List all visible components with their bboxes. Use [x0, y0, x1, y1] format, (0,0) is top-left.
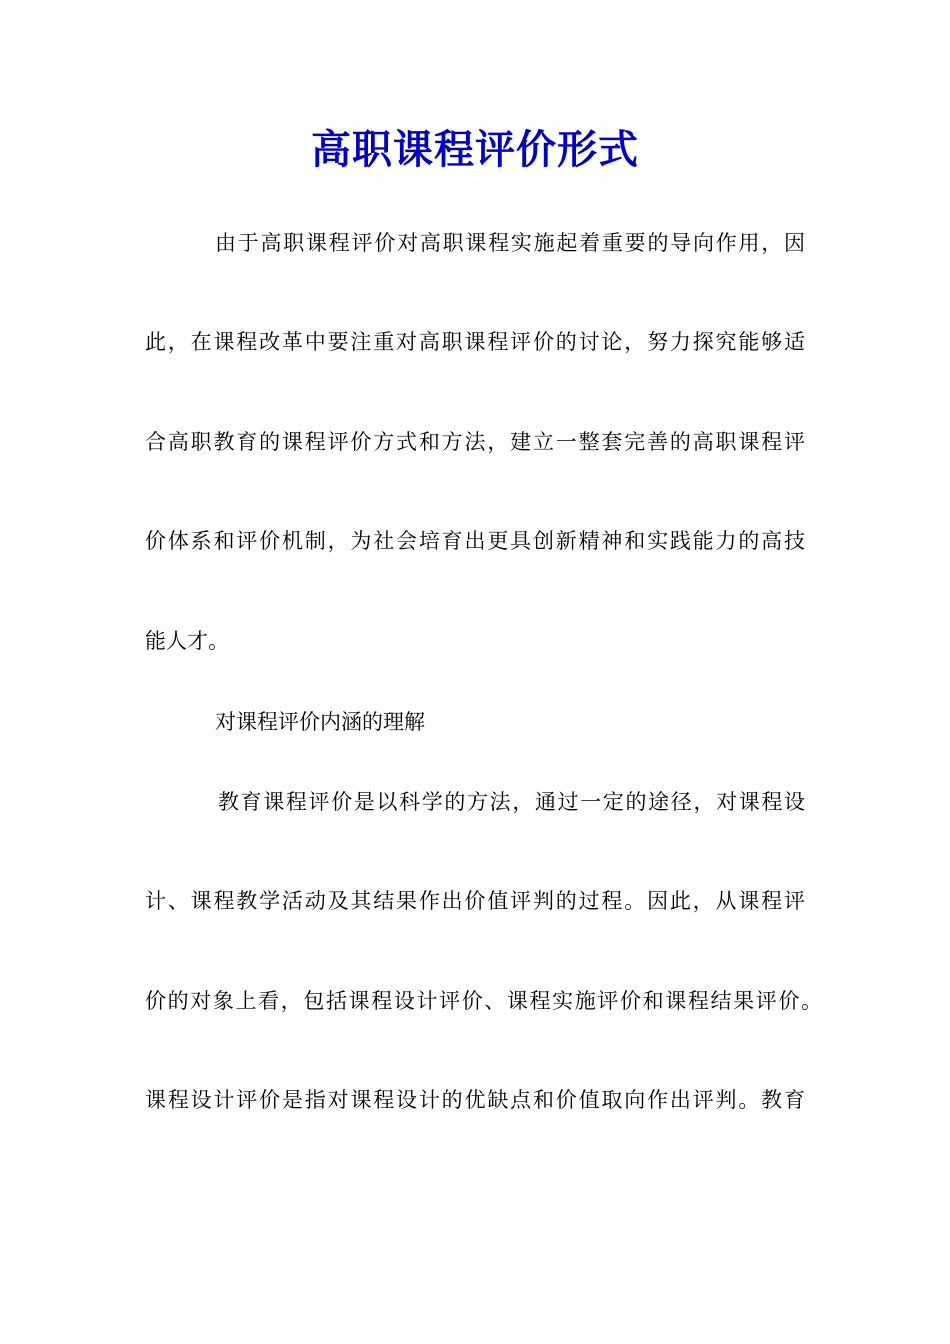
- paragraph-line: 能人才。: [145, 629, 229, 653]
- section-heading: 对课程评价内涵的理解: [215, 710, 425, 734]
- paragraph-line: 计、课程教学活动及其结果作出价值评判的过程。因此，从课程评: [145, 889, 805, 913]
- paragraph-line: 教育课程评价是以科学的方法，通过一定的途径，对课程设: [218, 790, 805, 814]
- paragraph-line: 价体系和评价机制，为社会培育出更具创新精神和实践能力的高技: [145, 529, 805, 553]
- paragraph-line: 合高职教育的课程评价方式和方法，建立一整套完善的高职课程评: [145, 430, 805, 454]
- paragraph-line: 此，在课程改革中要注重对高职课程评价的讨论，努力探究能够适: [145, 330, 805, 354]
- paragraph-line: 课程设计评价是指对课程设计的优缺点和价值取向作出评判。教育: [145, 1088, 805, 1112]
- paragraph-line: 价的对象上看，包括课程设计评价、课程实施评价和课程结果评价。: [145, 989, 822, 1013]
- document-title: 高职课程评价形式: [311, 126, 639, 173]
- paragraph-line: 由于高职课程评价对高职课程实施起着重要的导向作用，因: [215, 231, 805, 255]
